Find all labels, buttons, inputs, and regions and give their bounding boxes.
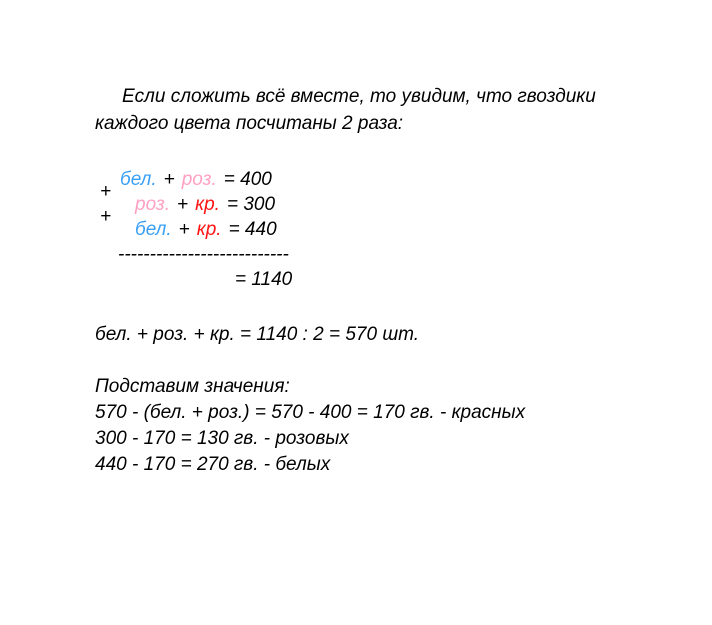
sum-equation-line: бел. + роз. + кр. = 1140 : 2 = 570 шт. [95,324,419,345]
plus-operator: + [178,219,190,240]
substitution-line: 300 - 170 = 130 гв. - розовых [95,428,349,449]
row-result: = 300 [226,194,276,215]
colored-term: роз. [181,169,217,190]
dashed-separator: --------------------------- [118,244,289,265]
plus-operator: + [163,169,175,190]
colored-term: кр. [195,194,220,215]
equation-row [135,192,672,217]
colored-term: бел. [135,219,172,240]
colored-term: роз. [135,194,171,215]
plus-operator: + [177,194,189,215]
equation-row [120,167,672,192]
colored-term: бел. [120,169,157,190]
equation-rows [120,167,672,292]
intro-paragraph [95,83,672,137]
intro-line-1: Если сложить всё вместе, то увидим, что гвоздики [122,86,596,107]
colored-term: кр. [196,219,222,240]
row-result: = 440 [228,219,277,240]
plus-sign: + [100,206,112,227]
plus-sign: + [100,181,112,202]
equation-block [95,167,672,292]
row-result: = 400 [223,169,272,190]
total-result: = 1140 [235,269,293,290]
plus-column [95,167,120,245]
substitution-line: 570 - (бел. + роз.) = 570 - 400 = 170 гв. - красных [95,402,526,423]
intro-line-2: каждого цвета посчитаны 2 раза: [95,113,404,134]
substitution-line: 440 - 170 = 270 гв. - белых [95,454,331,475]
substitution-heading: Подставим значения: [95,376,290,397]
equation-row [135,217,672,242]
